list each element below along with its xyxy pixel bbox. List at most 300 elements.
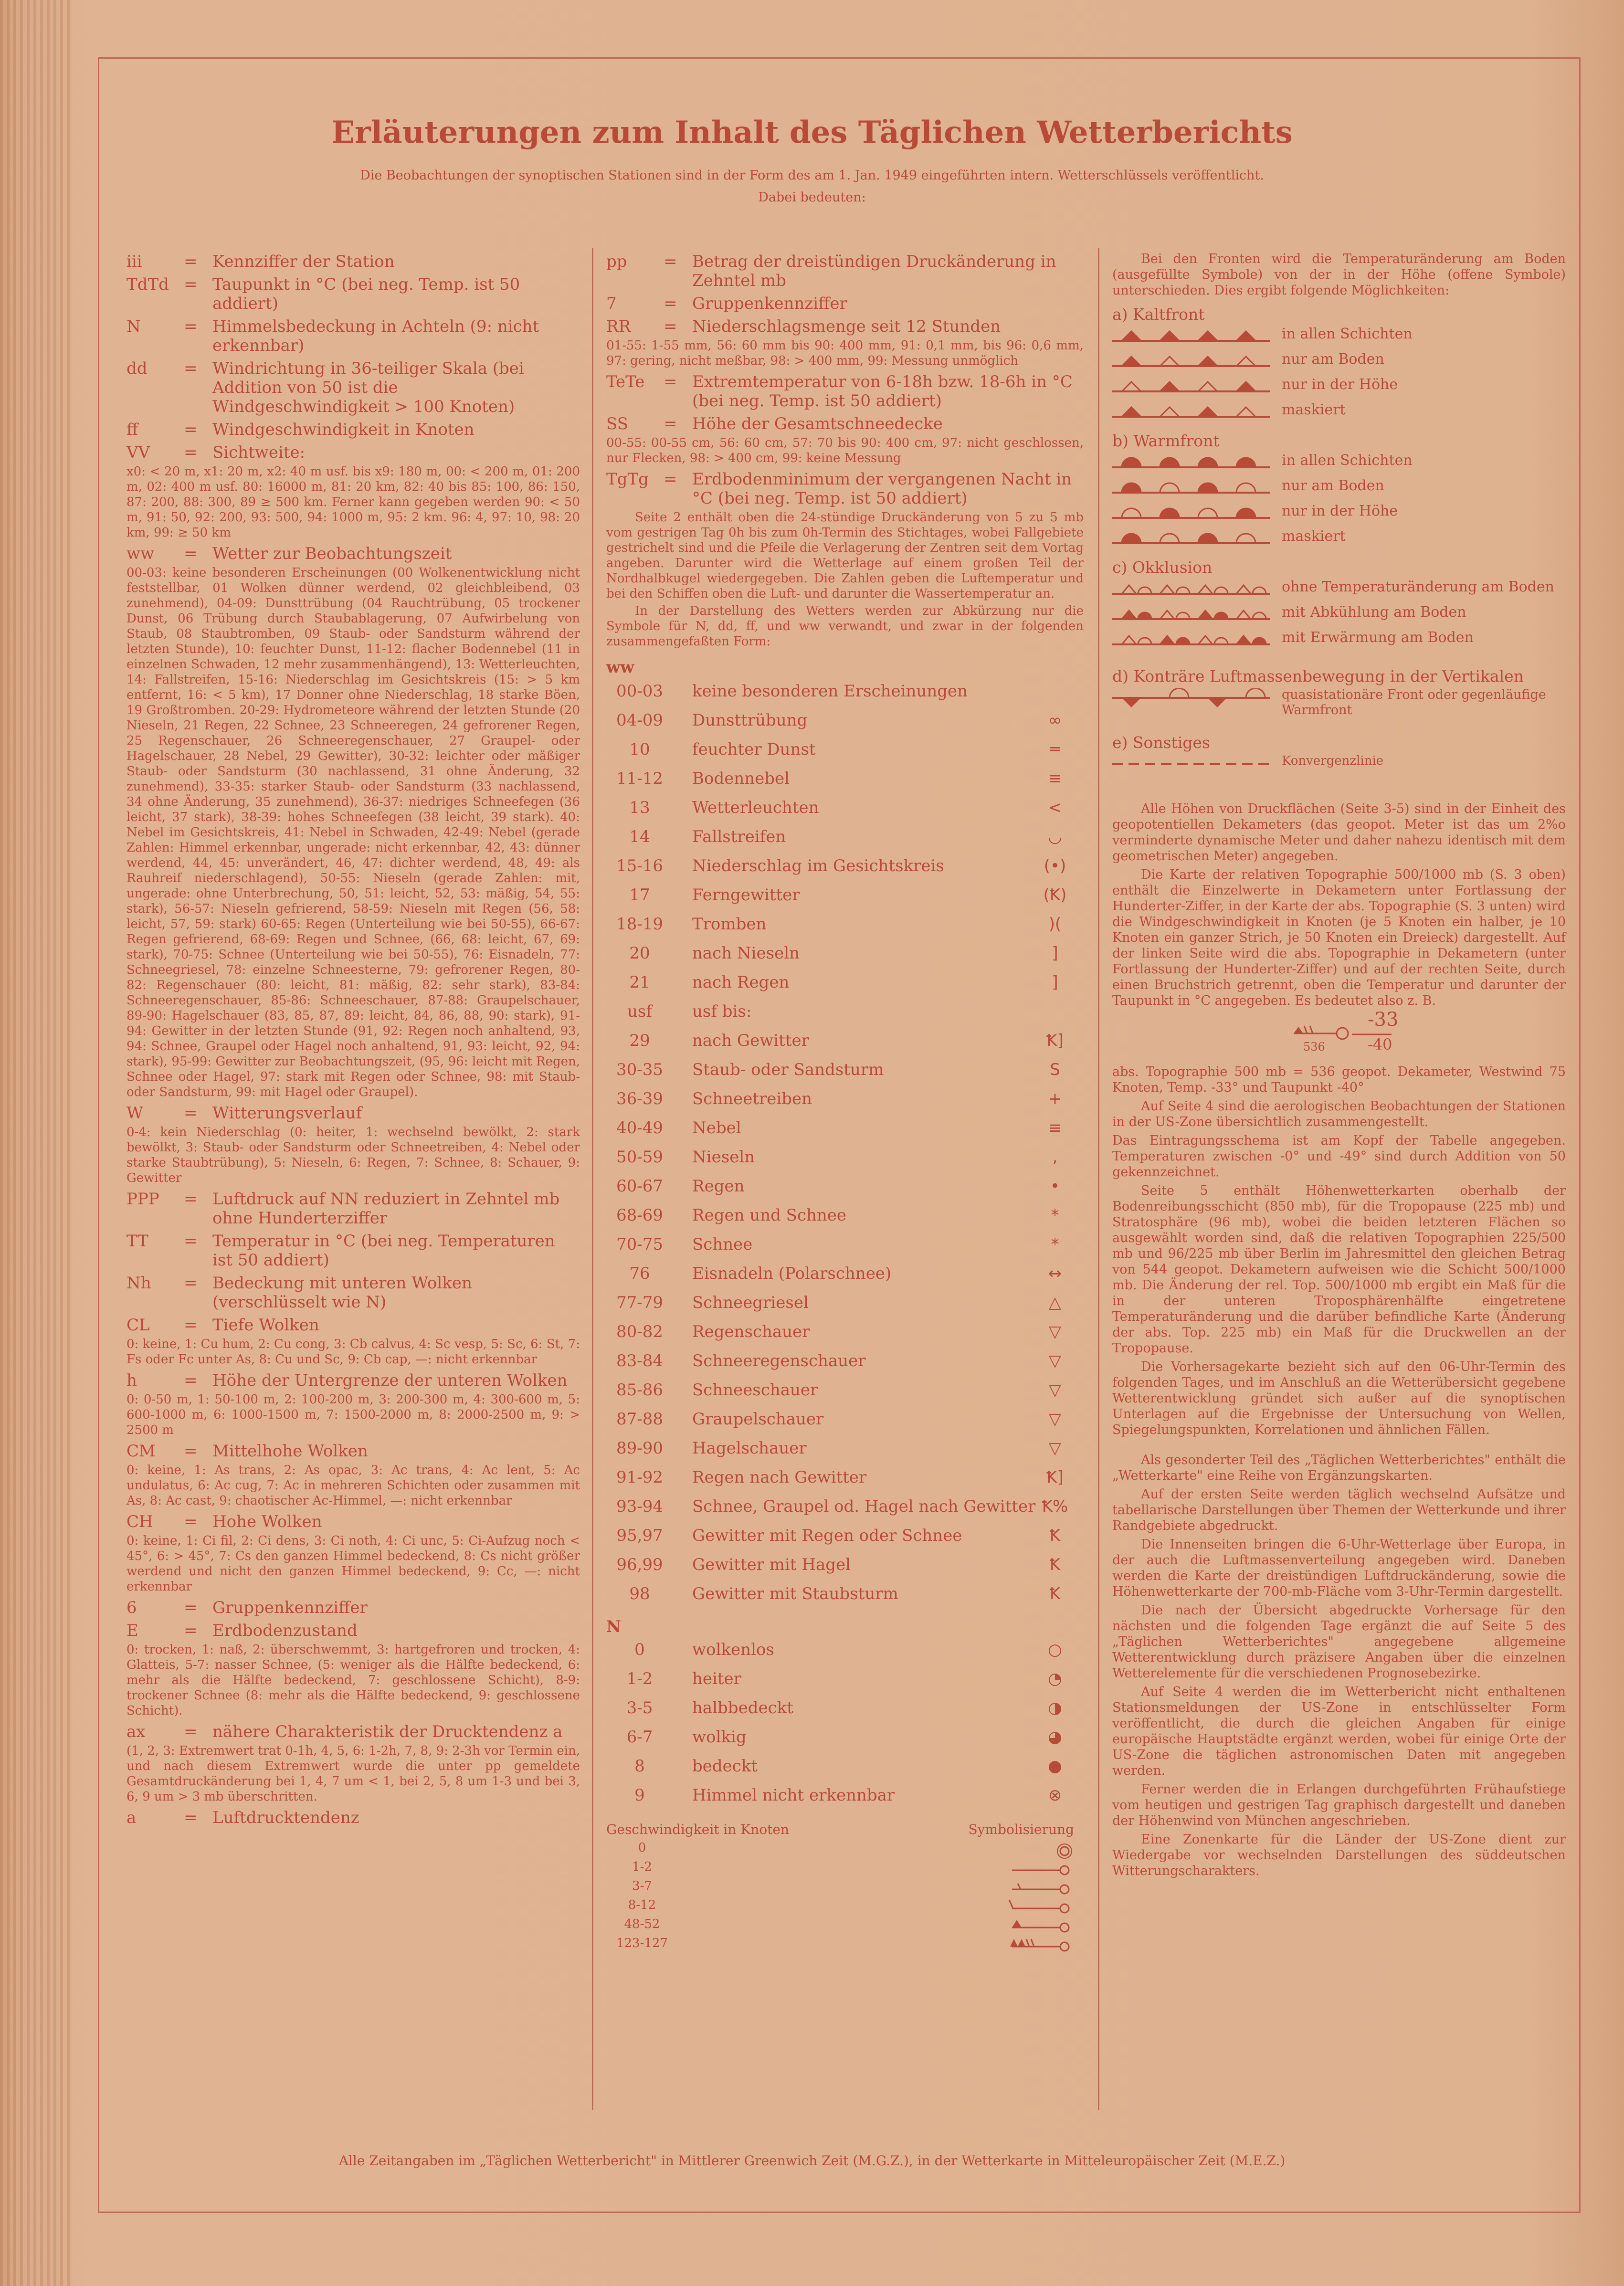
warm-row — [1112, 475, 1566, 501]
left-meaning: Wetter zur Beobachtungszeit — [212, 544, 452, 563]
page-title: Erläuterungen zum Inhalt des Täglichen Wetterberichts — [331, 115, 1293, 150]
left-equals: = — [184, 252, 198, 271]
kaltfront-heading: a) Kaltfront — [1112, 305, 1205, 324]
ww-label: Bodennebel — [692, 769, 790, 788]
ww-label: Tromben — [692, 915, 767, 934]
ww-code: 70-75 — [616, 1235, 663, 1254]
middle-equals: = — [664, 414, 677, 433]
warm-row — [1112, 450, 1566, 475]
cloud-cover-row — [606, 1728, 1084, 1757]
left-equals: = — [184, 1598, 198, 1617]
warm-label: nur am Boden — [1282, 477, 1384, 494]
ww-symbol-icon: Ꝁ — [1049, 1555, 1061, 1574]
left-equals: = — [184, 1190, 198, 1209]
cold-front-icon — [1112, 352, 1275, 371]
ww-code: 95,97 — [616, 1526, 663, 1545]
left-code: E — [127, 1621, 138, 1640]
cold-front-icon — [1112, 327, 1275, 346]
left-meaning: Temperatur in °C (bei neg. Temperaturen ist 50 addiert) — [212, 1232, 555, 1270]
wind-barb-icon — [1007, 1898, 1074, 1917]
example-left-value: 536 — [1303, 1040, 1325, 1053]
left-equals: = — [184, 1808, 198, 1827]
konvergenz-row — [1112, 752, 1566, 777]
cold-label: maskiert — [1282, 401, 1346, 418]
okklusion-rows — [1112, 577, 1566, 653]
left-equals: = — [184, 1232, 198, 1251]
left-meaning: Tiefe Wolken — [212, 1316, 319, 1335]
cloud-cover-symbol-icon: ◑ — [1048, 1698, 1062, 1717]
left-definition — [127, 359, 580, 416]
middle-code: RR — [606, 317, 631, 336]
left-meaning: Mittelhohe Wolken — [212, 1442, 368, 1461]
wind-barb-icon — [1007, 1860, 1074, 1879]
para-topographie: Die Karte der relativen Topographie 500/1000 mb (S. 3 oben) enthält die Einzelwerte in Dekametern unter Fortlassung der Hunderter-Ziffer, in der Karte der abs. Topographie (S. 3 unten) wird die Windgeschwindigkeit in Knoten (je 5 Knoten ein halber, je 10 Knoten ein ganzer Strich, je 50 Knoten ein Dreieck) dargestellt. Auf der linken Seite wird die abs. Topographie in Dekametern (unter Fortlassung der Hunderter-Ziffer) und auf der rechten Seite, durch einen Bruchstrich getrennt, oben die Temperatur und darunter der Taupunkt in °C angegeben. Es bedeutet also z. B. — [1112, 867, 1566, 1008]
left-meaning: nähere Charakteristik der Drucktendenz a — [212, 1722, 563, 1741]
middle-definitions — [606, 252, 1084, 508]
cold-label: in allen Schichten — [1282, 326, 1413, 342]
left-meaning: Bedeckung mit unteren Wolken (verschlüsselt wie N) — [212, 1274, 472, 1312]
left-code: W — [127, 1104, 143, 1123]
wind-barb-icon — [1007, 1841, 1074, 1860]
wind-speed: 48-52 — [624, 1917, 660, 1931]
left-note: 0: keine, 1: Cu hum, 2: Cu cong, 3: Cb calvus, 4: Sc vesp, 5: Sc, 6: St, 7: Fs oder Fc unter As, 8: Cu und Sc, 9: Cb cap, —: nicht erkennbar — [127, 1337, 580, 1367]
ww-row — [606, 1439, 1084, 1468]
warm-front-icon — [1112, 504, 1275, 523]
ww-symbol-icon: (•) — [1044, 856, 1066, 875]
left-note: (1, 2, 3: Extremwert trat 0-1h, 4, 5, 6: 1-2h, 7, 8, 9: 2-3h vor Termin ein, und nach diesem Extremwert wurde die unter pp gemeldete Gesamtdruckänderung bei 1, 4, 7 um < 1, bei 2, 5, 8 um 1-3 und bei 3, 6, 9 um > 3 mb überschritten. — [127, 1744, 580, 1804]
occluded-row — [1112, 627, 1566, 653]
wind-header — [606, 1822, 1084, 1841]
wind-speed: 8-12 — [628, 1898, 656, 1912]
ww-label: nach Regen — [692, 973, 790, 992]
ww-row — [606, 1031, 1084, 1060]
middle-equals: = — [664, 252, 677, 271]
middle-note: 01-55: 1-55 mm, 56: 60 mm bis 90: 400 mm, 91: 0,1 mm, bis 96: 0,6 mm, 97: gering, nicht meßbar, 98: > 400 mm, 99: Messung unmöglich — [606, 338, 1084, 368]
ww-code: 11-12 — [616, 769, 663, 788]
convergence-line-icon — [1112, 755, 1275, 774]
ww-row — [606, 1584, 1084, 1613]
wind-barb-icon — [1007, 1879, 1074, 1898]
middle-column — [606, 248, 1084, 1955]
left-definition — [127, 1722, 580, 1741]
wind-table — [606, 1841, 1084, 1955]
ww-row — [606, 1526, 1084, 1555]
ww-label: Dunsttrübung — [692, 711, 808, 730]
left-code: N — [127, 317, 141, 336]
middle-meaning: Erdbodenminimum der vergangenen Nacht in °C (bei neg. Temp. ist 50 addiert) — [692, 470, 1072, 508]
occluded-label: ohne Temperaturänderung am Boden — [1282, 579, 1554, 595]
middle-code: TeTe — [606, 372, 645, 391]
cold-row — [1112, 374, 1566, 400]
middle-equals: = — [664, 294, 677, 313]
left-definition — [127, 252, 580, 271]
ww-code: 50-59 — [616, 1148, 663, 1167]
ww-label: feuchter Dunst — [692, 740, 816, 759]
cloud-cover-symbol-icon: ⊗ — [1048, 1786, 1062, 1805]
middle-meaning: Niederschlagsmenge seit 12 Stunden — [692, 317, 1001, 336]
ww-code: 96,99 — [616, 1555, 663, 1574]
quasistationary-front-icon — [1112, 688, 1275, 717]
ww-row — [606, 1322, 1084, 1351]
left-equals: = — [184, 1274, 198, 1293]
left-note: 0: keine, 1: Ci fil, 2: Ci dens, 3: Ci noth, 4: Ci unc, 5: Ci-Aufzug noch < 45°, 6: > 45°, 7: Cs den ganzen Himmel bedeckend, 8: Cs nicht größer werdend und nicht den ganzen Himmel bedeckend, 9: Cc, —: nicht erkennbar — [127, 1534, 580, 1594]
ww-symbol-icon: ▽ — [1048, 1322, 1062, 1341]
ww-code: 76 — [629, 1264, 650, 1283]
cloud-cover-symbol-icon: ○ — [1048, 1640, 1062, 1659]
right-column — [1112, 248, 1566, 1879]
occluded-label: mit Abkühlung am Boden — [1282, 604, 1466, 621]
left-note: 0-4: kein Niederschlag (0: heiter, 1: wechselnd bewölkt, 2: stark bewölkt, 3: Staub- oder Sandsturm oder Schneetreiben, 4: Nebel oder starke Staubtrübung), 5: Nieseln, 6: Regen, 7: Schnee, 8: Schauer, 9: Gewitter — [127, 1125, 580, 1185]
ww-label: Schneeregenschauer — [692, 1351, 866, 1370]
ww-row — [606, 1410, 1084, 1439]
left-equals: = — [184, 1512, 198, 1531]
ww-row — [606, 1497, 1084, 1526]
ww-label: Gewitter mit Staubsturm — [692, 1584, 898, 1603]
ww-row — [606, 711, 1084, 740]
left-definition — [127, 317, 580, 355]
para-zonenkarte: Eine Zonenkarte für die Länder der US-Zone dient zur Wiedergabe vor wechselnden Darstellungen des süddeutschen Witterungscharakters. — [1112, 1832, 1566, 1878]
ww-label: Gewitter mit Hagel — [692, 1555, 851, 1574]
ww-row — [606, 1235, 1084, 1264]
left-definition — [127, 1442, 580, 1461]
ww-symbol-icon: ↔ — [1048, 1264, 1062, 1283]
wind-barb-icon — [1007, 1917, 1074, 1936]
left-definition — [127, 420, 580, 439]
middle-definition — [606, 470, 1084, 508]
ww-code: 04-09 — [616, 711, 663, 730]
para-vorhersage: Die Vorhersagekarte bezieht sich auf den 06-Uhr-Termin des folgenden Tages, und im Anschluß an die Wetterübersicht gegebene Wetterentwicklung gründet sich außer auf die synoptischen Unterlagen auf die Ergebnisse der Untersuchung von Wellen, Spiegelungspunkten, Korrelationen und ähnlichen Fällen. — [1112, 1359, 1566, 1437]
ww-code: 20 — [629, 944, 650, 963]
cloud-cover-label: bedeckt — [692, 1757, 758, 1776]
intro-line: Die Beobachtungen der synoptischen Stationen sind in der Form des am 1. Jan. 1949 eingeführten intern. Wetterschlüssels veröffentlicht. — [360, 168, 1264, 183]
ww-label: Regen nach Gewitter — [692, 1468, 867, 1487]
left-meaning: Sichtweite: — [212, 443, 306, 462]
cold-label: nur in der Höhe — [1282, 376, 1398, 393]
ww-row — [606, 1177, 1084, 1206]
wind-row — [606, 1936, 1084, 1955]
para-erste-seite: Auf der ersten Seite werden täglich wechselnd Aufsätze und tabellarische Darstellungen über Themen der Wetterkunde und ihrer Randgebiete abgedruckt. — [1112, 1487, 1566, 1533]
konvergenz-label: Konvergenzlinie — [1282, 754, 1384, 768]
left-column — [127, 248, 580, 1827]
cloud-cover-row — [606, 1669, 1084, 1698]
middle-meaning: Höhe der Gesamtschneedecke — [692, 414, 943, 433]
wind-speed: 123-127 — [616, 1936, 668, 1950]
ww-row — [606, 973, 1084, 1002]
left-definition — [127, 1371, 580, 1390]
ww-code: 14 — [629, 827, 650, 846]
ww-symbol-icon: ∞ — [1048, 711, 1062, 730]
left-meaning: Höhe der Untergrenze der unteren Wolken — [212, 1371, 568, 1390]
middle-definition — [606, 414, 1084, 433]
ww-label: nach Nieseln — [692, 944, 800, 963]
left-code: 6 — [127, 1598, 137, 1617]
ww-label: nach Gewitter — [692, 1031, 809, 1050]
ww-code: 15-16 — [616, 856, 663, 875]
left-definition — [127, 544, 580, 563]
left-equals: = — [184, 443, 198, 462]
middle-code: pp — [606, 252, 627, 271]
ww-row — [606, 1555, 1084, 1584]
left-equals: = — [184, 544, 198, 563]
intro-line-2: Dabei bedeuten: — [758, 190, 866, 205]
cloud-cover-label: Himmel nicht erkennbar — [692, 1786, 895, 1805]
occluded-front-icon — [1112, 579, 1275, 599]
ww-symbol-icon: ◡ — [1048, 827, 1062, 846]
ww-symbol-icon: ≡ — [1048, 769, 1062, 788]
cold-front-icon — [1112, 402, 1275, 421]
left-code: ww — [127, 544, 155, 563]
ww-row — [606, 740, 1084, 769]
cloud-cover-code: 0 — [634, 1640, 645, 1659]
ww-row — [606, 1293, 1084, 1322]
ww-label: Niederschlag im Gesichtskreis — [692, 856, 944, 875]
para-wetterkarte: Als gesonderter Teil des „Täglichen Wetterberichtes" enthält die „Wetterkarte" eine Reihe von Ergänzungskarten. — [1112, 1453, 1566, 1483]
left-definition — [127, 443, 580, 462]
warm-front-icon — [1112, 478, 1275, 497]
ww-code: 21 — [629, 973, 650, 992]
occluded-row — [1112, 577, 1566, 602]
left-equals: = — [184, 1442, 198, 1461]
wind-speed: 1-2 — [632, 1860, 652, 1874]
ww-code: 98 — [629, 1584, 650, 1603]
left-equals: = — [184, 317, 198, 336]
ww-symbol-icon: < — [1048, 798, 1062, 817]
wind-speed: 3-7 — [632, 1879, 652, 1893]
kontraer-label: quasistationäre Front oder gegenläufige Warmfront — [1282, 687, 1546, 717]
sonstiges-heading: e) Sonstiges — [1112, 733, 1210, 752]
ww-row — [606, 827, 1084, 856]
ww-symbol-icon: * — [1051, 1235, 1059, 1254]
warm-front-icon — [1112, 453, 1275, 472]
n-heading: N — [606, 1617, 622, 1636]
ww-label: usf bis: — [692, 1002, 752, 1021]
wind-barb-icon — [1007, 1936, 1074, 1955]
left-meaning: Kennziffer der Station — [212, 252, 395, 271]
warm-label: nur in der Höhe — [1282, 503, 1398, 519]
footer-note: Alle Zeitangaben im „Täglichen Wetterbericht" in Mittlerer Greenwich Zeit (M.G.Z.), in der Wetterkarte in Mitteleuropäischer Zeit (M.E.Z.) — [338, 2153, 1286, 2169]
left-note: x0: < 20 m, x1: 20 m, x2: 40 m usf. bis x9: 180 m, 00: < 200 m, 01: 200 m, 02: 400 m usf. 80: 16000 m, 81: 20 km, 82: 40 bis 85: 100, 86: 150, 87: 200, 88: 300, 89 ≥ 500 km. Ferner kann gegeben werden 90: < 50 m, 91: 50, 92: 200, 93: 500, 94: 1000 m, 95: 2 km. 96: 4, 97: 10, 98: 20 km, 99: ≥ 50 km — [127, 464, 580, 540]
left-equals: = — [184, 1371, 198, 1390]
ww-symbol-icon: ≡ — [1048, 1118, 1062, 1138]
middle-definition — [606, 252, 1084, 290]
warm-label: maskiert — [1282, 528, 1346, 545]
cloud-cover-code: 1-2 — [626, 1669, 653, 1688]
left-equals: = — [184, 1316, 198, 1335]
cold-front-icon — [1112, 377, 1275, 396]
ww-code: 91-92 — [616, 1468, 663, 1487]
cold-row — [1112, 324, 1566, 349]
cloud-cover-label: wolkenlos — [692, 1640, 774, 1659]
warm-front-icon — [1112, 529, 1275, 548]
para-erlangen: Ferner werden die in Erlangen durchgeführten Frühaufstiege vom heutigen und gestrigen Tag graphisch dargestellt und daneben der Höhenwind von München angeschrieben. — [1112, 1782, 1566, 1828]
warmfront-heading: b) Warmfront — [1112, 432, 1220, 450]
left-code: PPP — [127, 1190, 159, 1209]
cloud-cover-label: wolkig — [692, 1728, 747, 1747]
ww-symbol-icon: Ꝁ] — [1046, 1031, 1064, 1050]
cloud-cover-code: 8 — [634, 1757, 645, 1776]
ww-symbol-icon: S — [1050, 1060, 1060, 1079]
left-meaning: Erdbodenzustand — [212, 1621, 358, 1640]
ww-code: 18-19 — [616, 915, 663, 934]
left-definition — [127, 1808, 580, 1827]
ww-code: 77-79 — [616, 1293, 663, 1312]
left-code: iii — [127, 252, 142, 271]
para-seite5: Seite 5 enthält Höhenwetterkarten oberhalb der Bodenreibungsschicht (850 mb), für die Tropopause (225 mb) und Stratosphäre (96 mb), wobei die beiden letzteren Flächen so ausgewählt worden sind, daß die relativen Topographien 225/500 mb und 96/225 mb über Berlin im Jahresmittel den gleichen Betrag von 544 geopot. Dekametern aufweisen wie die Schicht 500/1000 mb. Die Änderung der rel. Top. 500/1000 mb ergibt ein Maß für die in der unteren Troposphärenhälfte eingetretene Temperaturänderung und die darüber befindliche Karte (Änderung der abs. Top. 225 mb) ein Maß für die Druckwellen an der Tropopause. — [1112, 1183, 1566, 1356]
ww-code: 30-35 — [616, 1060, 663, 1079]
middle-definition — [606, 317, 1084, 336]
ww-row — [606, 1089, 1084, 1118]
ww-label: Schnee — [692, 1235, 753, 1254]
cold-row — [1112, 349, 1566, 374]
wind-row — [606, 1898, 1084, 1917]
ww-code: 29 — [629, 1031, 650, 1050]
left-definition — [127, 1190, 580, 1228]
cloud-cover-row — [606, 1786, 1084, 1815]
column-rule-1 — [592, 248, 593, 2110]
ww-label: Schneetreiben — [692, 1089, 812, 1108]
left-code: CH — [127, 1512, 153, 1531]
left-definition — [127, 1512, 580, 1531]
occluded-front-icon — [1112, 630, 1275, 649]
left-meaning: Himmelsbedeckung in Achteln (9: nicht erkennbar) — [212, 317, 539, 355]
ww-row — [606, 1468, 1084, 1497]
ww-row — [606, 1148, 1084, 1177]
middle-equals: = — [664, 372, 677, 391]
cloud-cover-row — [606, 1640, 1084, 1669]
middle-meaning: Betrag der dreistündigen Druckänderung in Zehntel mb — [692, 252, 1056, 290]
ww-row — [606, 885, 1084, 915]
seite2-text-2: In der Darstellung des Wetters werden zur Abkürzung nur die Symbole für N, dd, ff, und ww verwandt, und zwar in der folgenden zusammengefaßten Form: — [606, 604, 1084, 649]
left-code: a — [127, 1808, 137, 1827]
ww-row — [606, 944, 1084, 973]
middle-code: TgTg — [606, 470, 649, 489]
cold-label: nur am Boden — [1282, 351, 1384, 368]
left-code: h — [127, 1371, 137, 1390]
left-code: ax — [127, 1722, 146, 1741]
left-meaning: Hohe Wolken — [212, 1512, 322, 1531]
ww-symbol-icon: △ — [1048, 1293, 1062, 1312]
left-meaning: Taupunkt in °C (bei neg. Temp. ist 50 addiert) — [212, 275, 520, 313]
left-meaning: Windgeschwindigkeit in Knoten — [212, 420, 475, 439]
ww-row — [606, 856, 1084, 885]
ww-symbol-icon: ▽ — [1048, 1380, 1062, 1400]
left-equals: = — [184, 1621, 198, 1640]
cloud-cover-row — [606, 1698, 1084, 1728]
column-rule-2 — [1098, 248, 1099, 2110]
cloud-cover-symbol-icon: ● — [1048, 1757, 1062, 1776]
ww-code: 83-84 — [616, 1351, 663, 1370]
cloud-cover-label: halbbedeckt — [692, 1698, 793, 1717]
ww-symbol-icon: ▽ — [1048, 1410, 1062, 1429]
para-example: abs. Topographie 500 mb = 536 geopot. Dekameter, Westwind 75 Knoten, Temp. -33° und Taupunkt -40° — [1112, 1064, 1566, 1095]
para-vorhersage-2: Die nach der Übersicht abgedruckte Vorhersage für den nächsten und die folgenden Tage ergänzt die auf Seite 5 des „Täglichen Wetterberichtes" angegebene allgemeine Wetterentwicklung durch präzisere Angaben über die einzelnen Wetterelemente für die verschiedenen Prognosebezirke. — [1112, 1603, 1566, 1681]
page-stack-edge — [0, 0, 72, 2286]
ww-row — [606, 1002, 1084, 1031]
ww-code: 68-69 — [616, 1206, 663, 1225]
left-definition — [127, 1104, 580, 1123]
ww-row — [606, 915, 1084, 944]
warmfront-rows — [1112, 450, 1566, 551]
left-note: 0: trocken, 1: naß, 2: überschwemmt, 3: hartgefroren und trocken, 4: Glatteis, 5-7: nasser Schnee, (5: weniger als die Hälfte bedeckend, 6: mehr als die Hälfte bedeckend, 7: geschlossene Schicht), 8-9: trockener Schnee (8: mehr als die Hälfte bedeckend, 9: geschlossene Schicht). — [127, 1643, 580, 1718]
ww-code: 36-39 — [616, 1089, 663, 1108]
left-definition — [127, 1316, 580, 1335]
left-definition — [127, 1621, 580, 1640]
occluded-front-icon — [1112, 605, 1275, 624]
warm-row — [1112, 501, 1566, 526]
middle-code: 7 — [606, 294, 617, 313]
left-note: 00-03: keine besonderen Erscheinungen (00 Wolkenentwicklung nicht feststellbar, 01 Wolken dünner werdend, 02 gleichbleibend, 03 zunehmend), 04-09: Dunsttrübung (04 Rauchtrübung, 05 trockener Dunst, 06 Trübung durch Staubablagerung, 07 Aufwirbelung von Staub, 08 Staubtromben, 09 Staub- oder Sandsturm während der letzten Stunde), 10: feuchter Dunst, 11-12: flacher Bodennebel (11 in einzelnen Schwaden, 12 mehr zusammenhängend), 13: Wetterleuchten, 14: Fallstreifen, 15-16: Niederschlag im Gesichtskreis (15: > 5 km entfernt, 16: < 5 km), 17 Donner ohne Niederschlag, 18 starke Böen, 19 Großtromben. 20-29: Hydrometeore während der letzten Stunde (20 Nieseln, 21 Regen, 22 Schnee, 23 Schneeregen, 24 gefrorener Regen, 25 Regenschauer, 26 Schneeregenschauer, 27 Graupel- oder Hagelschauer, 28 Nebel, 29 Gewitter), 30-32: leichter oder mäßiger Staub- oder Sandsturm (30 nachlassend, 31 ohne Änderung, 32 zunehmend), 33-35: starker Staub- oder Sandsturm (33 nachlassend, 34 ohne Änderung, 35 zunehmend), 36-37: niedriges Schneefegen (36 leicht, 37 stark), 38-39: hohes Schneefegen (38 leicht, 39 stark). 40: Nebel im Gesichtskreis, 41: Nebel in Schwaden, 42-49: Nebel (gerade Zahlen: Himmel erkennbar, ungerade: nicht erkennbar, 42, 43: dünner werdend, 44, 45: unverändert, 46, 47: dichter werdend, 48, 49: als Rauhreif niederschlagend), 50-55: Nieseln (gerade Zahlen: mit, ungerade: ohne Unterbrechung, 50, 51: leicht, 52, 53: mäßig, 54, 55: stark), 56-57: Nieseln gefrierend, 58-59: Nieseln mit Regen (56, 58: leicht, 57, 59: stark) 60-65: Regen (Unterteilung wie bei 50-55), 66-67: Regen gefrierend, 68-69: Regen und Schnee, (66, 68: leicht, 67, 69: stark), 70-75: Schnee (Unterteilung wie bei 50-55), 76: Eisnadeln, 77: Schneegriesel, 78: einzelne Schneesterne, 79: gefrorener Regen, 80-82: Regenschauer (80: leicht, 81: mäßig, 82: sehr stark), 83-84: Schneeregenschauer, 85-86: Schneeschauer, 87-88: Graupelschauer, 89-90: Hagelschauer (83, 85, 87, 89: leicht, 84, 86, 88, 90: stark), 91-94: Gewitter in der letzten Stunde (91, 92: Regen noch anhaltend, 93, 94: Schnee, Graupel oder Hagel noch anhaltend, 91, 93: leicht, 92, 94: stark), 95-99: Gewitter zur Beobachtungszeit, (95, 96: leicht mit Regen, Schnee oder Hagel, 97: stark mit Regen oder Schnee, 98: mit Staub- oder Sandsturm, 99: mit Hagel oder Graupel). — [127, 566, 580, 1099]
ww-label: Fallstreifen — [692, 827, 786, 846]
wind-row — [606, 1879, 1084, 1898]
ww-row — [606, 1060, 1084, 1089]
ww-label: Wetterleuchten — [692, 798, 819, 817]
ww-symbol-icon: + — [1048, 1089, 1062, 1108]
middle-equals: = — [664, 470, 677, 489]
ww-label: Ferngewitter — [692, 885, 800, 905]
seite2-text: Seite 2 enthält oben die 24-stündige Druckänderung von 5 zu 5 mb vom gestrigen Tag 0h bis zum 0h-Termin des Stichtages, wobei Fallgebiete gestrichelt sind und die Pfeile die Verlagerung der Zentren seit dem Vortag angeben. Darunter wird die Wetterlage auf einem großen Teil der Nordhalbkugel wiedergegeben. Die Zahlen geben die Luftemperatur und bei den Schiffen oben die Luft- und darunter die Wassertemperatur an. — [606, 510, 1084, 601]
left-equals: = — [184, 1104, 198, 1123]
ww-row — [606, 798, 1084, 827]
cloud-cover-label: heiter — [692, 1669, 741, 1688]
wind-header-symbol: Symbolisierung — [968, 1822, 1074, 1837]
left-note: 0: 0-50 m, 1: 50-100 m, 2: 100-200 m, 3: 200-300 m, 4: 300-600 m, 5: 600-1000 m, 6: 1000-1500 m, 7: 1500-2000 m, 8: 2000-2500 m, 9: > 2500 m — [127, 1392, 580, 1437]
ww-label: Regen und Schnee — [692, 1206, 847, 1225]
wind-header-speed: Geschwindigkeit in Knoten — [606, 1822, 789, 1837]
ww-symbol-icon: Ꝁ] — [1046, 1468, 1064, 1487]
cloud-cover-symbol-icon: ◕ — [1048, 1728, 1062, 1747]
ww-label: Gewitter mit Regen oder Schnee — [692, 1526, 962, 1545]
ww-label: Schneegriesel — [692, 1293, 809, 1312]
para-hoehen: Alle Höhen von Druckflächen (Seite 3-5) sind in der Einheit des geopotentiellen Dekameters (das geopot. Meter ist das um 2%o verminderte dynamische Meter und daher nahezu identisch mit dem geometrischen Meter) angegeben. — [1112, 801, 1566, 864]
warm-row — [1112, 526, 1566, 551]
ww-label: Nieseln — [692, 1148, 755, 1167]
ww-label: Staub- oder Sandsturm — [692, 1060, 884, 1079]
ww-label: Nebel — [692, 1118, 741, 1138]
left-definition — [127, 1232, 580, 1270]
occluded-label: mit Erwärmung am Boden — [1282, 629, 1474, 646]
ww-symbol-icon: ] — [1052, 944, 1058, 963]
wind-row — [606, 1841, 1084, 1860]
fronts-intro: Bei den Fronten wird die Temperaturänderung am Boden (ausgefüllte Symbole) von der in der Höhe (offene Symbole) unterschieden. Dies ergibt folgende Möglichkeiten: — [1112, 252, 1566, 298]
cloud-cover-row — [606, 1757, 1084, 1786]
ww-symbol-icon: ▽ — [1048, 1351, 1062, 1370]
ww-code: 60-67 — [616, 1177, 663, 1196]
example-top-value: -33 — [1368, 1009, 1399, 1031]
left-equals: = — [184, 275, 198, 294]
cold-row — [1112, 400, 1566, 425]
ww-table — [606, 682, 1084, 1613]
middle-definition — [606, 372, 1084, 411]
ww-heading: ww — [606, 658, 634, 677]
ww-code: 85-86 — [616, 1380, 663, 1400]
ww-row — [606, 682, 1084, 711]
left-note: 0: keine, 1: As trans, 2: As opac, 3: Ac trans, 4: Ac lent, 5: Ac undulatus, 6: Ac cug, 7: Ac in mehreren Schichten oder zusammen mit As, 8: Ac cast, 9: chaotischer Ac-Himmel, —: nicht erkennbar — [127, 1463, 580, 1508]
ww-code: 80-82 — [616, 1322, 663, 1341]
ww-row — [606, 1206, 1084, 1235]
n-table — [606, 1640, 1084, 1815]
left-meaning: Windrichtung in 36-teiliger Skala (bei Addition von 50 ist die Windgeschwindigkeit > 100 Knoten) — [212, 359, 524, 416]
ww-symbol-icon: (Ꝁ) — [1043, 885, 1067, 905]
left-code: Nh — [127, 1274, 151, 1293]
middle-meaning: Extremtemperatur von 6-18h bzw. 18-6h in °C (bei neg. Temp. ist 50 addiert) — [692, 372, 1073, 411]
example-bottom-value: -40 — [1368, 1035, 1392, 1053]
ww-code: 17 — [629, 885, 650, 905]
ww-code: 10 — [629, 740, 650, 759]
ww-label: Graupelschauer — [692, 1410, 824, 1429]
middle-definition — [606, 294, 1084, 313]
left-code: TT — [127, 1232, 148, 1251]
ww-row — [606, 1351, 1084, 1380]
